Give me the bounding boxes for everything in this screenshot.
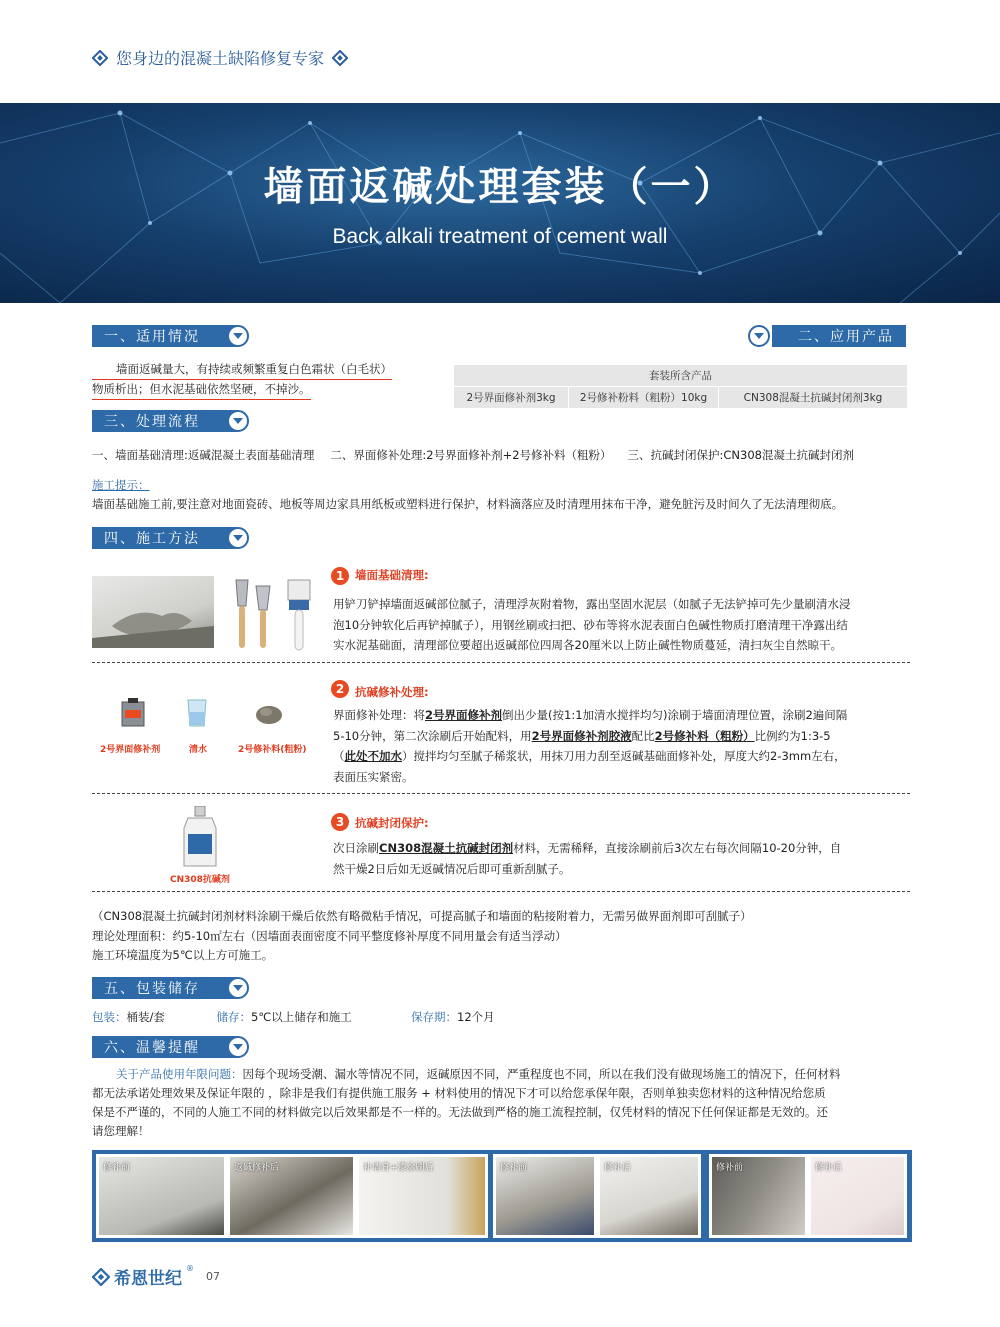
note-line: （CN308混凝土抗碱封闭剂材料涂刷干燥后依然有略微粘手情况，可提高腻子和墙面的粘接附着力，无需另做界面剂即可刮腻子） [92, 909, 752, 923]
note-line: 理论处理面积：约5-10㎡左右（因墙面表面密度不同平整度修补厚度不同用量会有适当浮动） [92, 928, 567, 943]
products-icon-wrap [748, 325, 770, 347]
shelf-life-value: 12个月 [457, 1010, 495, 1024]
photo-label: 修补前 [500, 1163, 528, 1173]
product-cell: 2号修补粉料（粗粉）10kg [569, 387, 719, 409]
gallery-photo [356, 1154, 488, 1238]
text-span-emph: CN308混凝土抗碱封闭剂 [379, 841, 514, 855]
photo-label: 修补前 [716, 1163, 744, 1173]
divider [92, 793, 910, 794]
photo-label: 修补前 [103, 1163, 131, 1173]
chevron-down-icon [227, 527, 249, 549]
chevron-down-icon [748, 325, 770, 347]
text-line: 保是不严谨的，不同的人施工不同的材料做完以后效果都是不一样的。无法做到严格的施工流程控制，仅凭材料的情况下任何保证都是无效的。还 [92, 1105, 828, 1119]
gallery-photo [493, 1154, 597, 1238]
text-line [333, 705, 913, 726]
section-header-applicable [92, 325, 237, 347]
primer-bucket-icon [120, 698, 146, 728]
method-2-body [333, 705, 913, 787]
section-header-process [92, 410, 237, 432]
text-line: 都无法承诺处理效果及保证年限的 ，除非是我们有提供施工服务 + 材料使用的情况下才可以给您承保年限，否则单独卖您材料的这种情况给您质 [92, 1086, 826, 1100]
section-title: 二、应用产品 [798, 329, 894, 345]
reminder-lead: 关于产品使用年限问题： [116, 1067, 243, 1081]
wall-damage-shape [92, 576, 214, 648]
diamond-logo-icon [332, 50, 348, 66]
method-2-title: 抗碱修补处理: [355, 685, 429, 699]
product-label: 清水 [189, 745, 208, 755]
footer-brand [92, 1264, 220, 1289]
product-cell: CN308混凝土抗碱封闭剂3kg [719, 387, 908, 409]
page-title: 墙面返碱处理套装（一） [263, 164, 737, 210]
text-span-emph: 2号修补料（粗粉） [654, 728, 755, 743]
photo-gallery [92, 1150, 912, 1242]
section-title: 五、包装储存 [104, 981, 200, 997]
text-span: 倒出少量(按1:1加清水搅拌均匀)涂刷于墙面清理位置，涂刷2遍间隔 [502, 708, 848, 722]
gallery-photo [597, 1154, 701, 1238]
section-header-reminder [92, 1036, 237, 1058]
applicable-line-2: 物质析出；但水泥基础依然坚硬，不掉沙。 [92, 380, 311, 400]
text-span: 配比 [631, 728, 655, 743]
text-line: 用铲刀铲掉墙面返碱部位腻子，清理浮灰附着物，露出坚固水泥层（如腻子无法铲掉可先少量刷清水浸 [333, 597, 851, 611]
photo-label: 补墙膏+漆涂刷后 [363, 1163, 434, 1173]
product-label: 2号修补料(粗粉) [238, 745, 307, 755]
tip-text: 墙面基础施工前,要注意对地面瓷砖、地板等周边家具用纸板或塑料进行保护，材料滴落应及时清理用抹布干净，避免脏污及时间久了无法清理彻底。 [92, 497, 844, 511]
chevron-down-icon [227, 977, 249, 999]
method-3-title: 抗碱封闭保护: [355, 816, 429, 830]
text-line: 然干燥2日后如无返碱情况后即可重新刮腻子。 [333, 861, 571, 876]
header-tagline [92, 46, 348, 69]
text-line: 实水泥基础面，清理部位要超出返碱部位四周各20厘米以上防止碱性物质蔓延，清扫灰尘自然晾干。 [333, 638, 843, 652]
note-line: 施工环境温度为5℃以上方可施工。 [92, 948, 274, 962]
title-banner [0, 103, 1000, 303]
gallery-photo [808, 1154, 907, 1238]
text-span-emph: 2号界面修补剂胶液 [531, 728, 632, 743]
packaging-row [92, 1008, 495, 1027]
page-subtitle: Back alkali treatment of cement wall [332, 225, 668, 248]
section-title: 四、施工方法 [104, 531, 200, 547]
coarse-powder-icon [255, 703, 283, 725]
text-span: ）搅拌均匀至腻子稀浆状，用抹刀用力刮至返碱基础面修补处，厚度大约2-3mm左右， [402, 749, 846, 763]
product-label: CN308抗碱剂 [170, 875, 230, 885]
photo-label: 返碱修补后 [234, 1163, 280, 1173]
store-label: 储存： [216, 1010, 251, 1024]
method-1-title: 墙面基础清理: [355, 568, 429, 582]
photo-label: 修补后 [815, 1163, 843, 1173]
method-1-body [333, 594, 913, 656]
product-cell: 2号界面修补剂3kg [454, 387, 569, 409]
text-line: 泡10分钟软化后再铲掉腻子），用钢丝刷或扫把、砂布等将水泥表面白色碱性物质打磨清理干净露出结 [333, 617, 848, 632]
water-cup-icon [186, 698, 208, 728]
scraper-tools-icon [230, 576, 276, 652]
process-step: 一、墙面基础清理:返碱混凝土表面基础清理 [92, 448, 315, 462]
section-header-method [92, 527, 237, 549]
chevron-down-icon [227, 1036, 249, 1058]
diamond-logo-icon [92, 50, 108, 66]
page-number: 07 [206, 1270, 220, 1283]
text-line: 请您理解！ [92, 1124, 150, 1138]
tagline-text: 您身边的混凝土缺陷修复专家 [116, 49, 325, 68]
wall-before-photo [92, 576, 214, 648]
text-line [333, 726, 913, 747]
section-title: 六、温馨提醒 [104, 1040, 200, 1056]
applicable-line-1: 墙面返碱量大，有持续或频繁重复白色霜状（白毛状） [92, 360, 392, 380]
text-line [333, 838, 913, 859]
pack-value: 桶装/套 [126, 1010, 165, 1024]
chevron-down-icon [227, 410, 249, 432]
chevron-down-icon [227, 325, 249, 347]
product-label: 2号界面修补剂 [100, 745, 161, 755]
step-number-badge: 2 [331, 680, 349, 698]
text-line [333, 746, 913, 767]
step-number-badge: 1 [331, 567, 349, 585]
tip-label: 施工提示： [92, 478, 150, 492]
brand-name: 希恩世纪 [114, 1269, 182, 1289]
photo-label: 修补后 [604, 1163, 632, 1173]
text-span: （ [333, 749, 345, 763]
section-title: 一、适用情况 [104, 329, 200, 345]
text-span: 5-10分钟，第二次涂刷后开始配料，用 [333, 728, 532, 743]
registered-mark: ® [186, 1264, 194, 1273]
divider [92, 891, 910, 892]
section-title: 三、处理流程 [104, 414, 200, 430]
section-header-packaging [92, 977, 237, 999]
pack-label: 包装： [92, 1010, 127, 1024]
text-span: 界面修补处理：将 [333, 708, 425, 722]
diamond-logo-icon [92, 1268, 110, 1286]
process-steps [92, 446, 912, 465]
method-3-body [333, 838, 913, 879]
gallery-photo [227, 1154, 356, 1238]
store-value: 5℃以上储存和施工 [251, 1010, 352, 1024]
applicable-text [92, 360, 437, 400]
section-header-products [772, 325, 906, 347]
brush-icon [284, 578, 314, 654]
process-step: 二、界面修补处理:2号界面修补剂+2号修补料（粗粉） [330, 448, 612, 462]
text-line [92, 1065, 914, 1084]
step-number-badge: 3 [331, 813, 349, 831]
sealer-bottle-icon [180, 806, 220, 868]
shelf-life-label: 保存期： [411, 1010, 457, 1024]
products-table [453, 364, 908, 409]
text-span: 因每个现场受潮、漏水等情况不同，返碱原因不同，严重程度也不同，所以在我们没有做现场施工的情况下，任何材料 [242, 1067, 841, 1081]
gallery-photo [709, 1154, 808, 1238]
reminder-text [92, 1065, 914, 1141]
gallery-photo [96, 1154, 227, 1238]
text-span: 材料，无需稀释，直接涂刷前后3次左右每次间隔10-20分钟，自 [513, 841, 842, 855]
method-notes [92, 907, 912, 966]
text-span: 次日涂刷 [333, 841, 379, 855]
divider [92, 662, 910, 663]
text-span-emph: 2号界面修补剂 [425, 708, 503, 722]
text-span-emph: 此处不加水 [344, 749, 402, 763]
products-table-header: 套装所含产品 [454, 365, 908, 387]
text-span: 比例约为1:3-5 [754, 728, 831, 743]
process-step: 三、抗碱封闭保护:CN308混凝土抗碱封闭剂 [627, 448, 854, 462]
text-line: 表面压实紧密。 [333, 769, 414, 784]
